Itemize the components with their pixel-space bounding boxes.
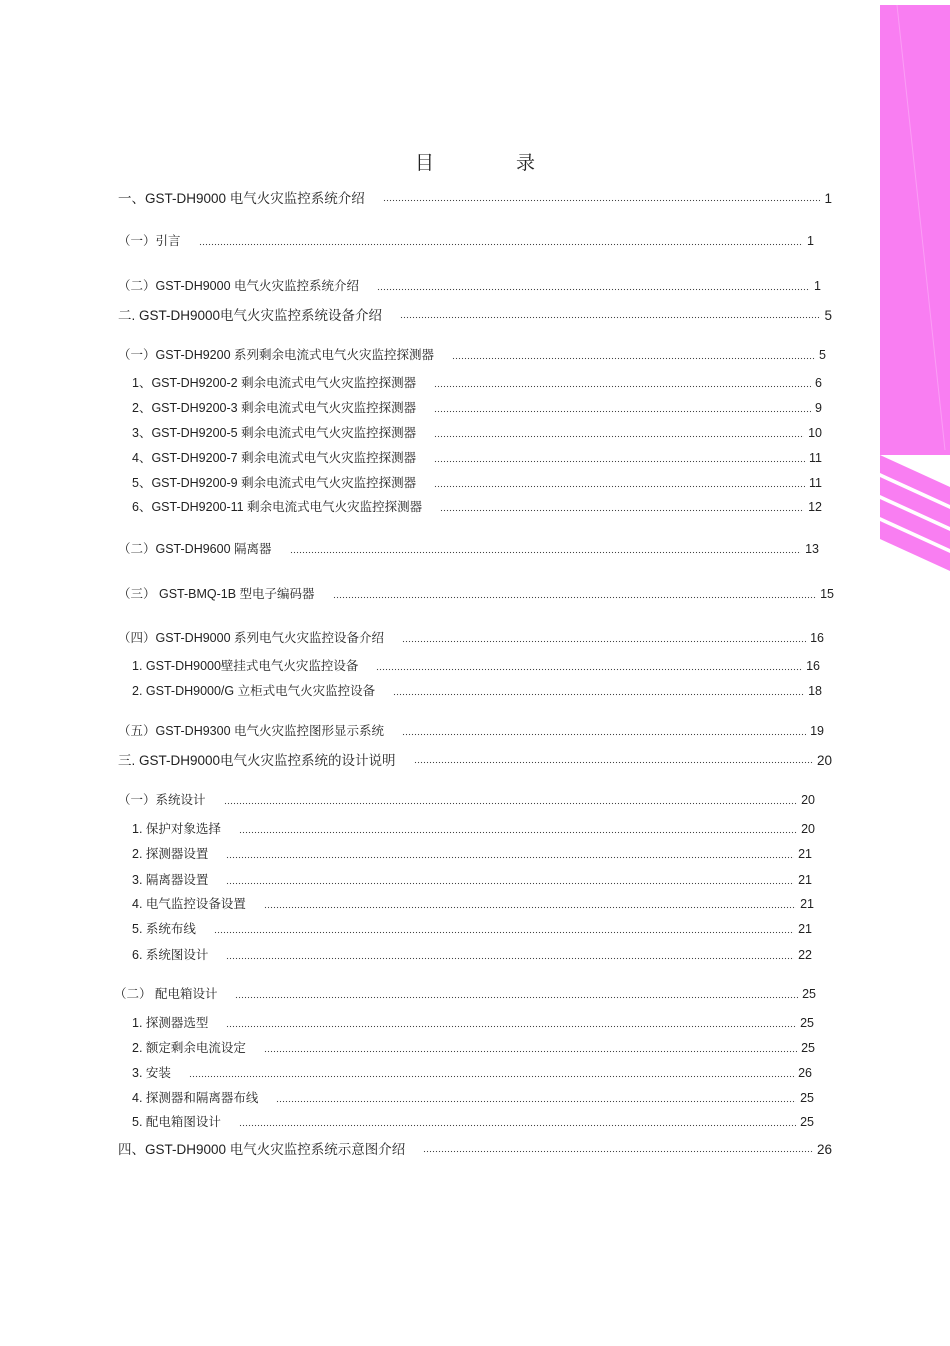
toc-entry-label: （一）引言 (118, 234, 181, 248)
toc-entry[interactable] (118, 790, 815, 808)
toc-entry-page: 22 (798, 948, 812, 962)
toc-entry-page: 1 (807, 234, 814, 248)
toc-entry-page: 20 (801, 822, 815, 836)
toc-entry-page: 21 (798, 873, 812, 887)
toc-entry[interactable] (118, 628, 824, 646)
toc-entry[interactable] (118, 304, 832, 322)
page-title: 目 录 (414, 152, 574, 174)
toc-entry-page: 21 (800, 897, 814, 911)
toc-entry-label: 一、GST-DH9000 电气火灾监控系统介绍 (118, 191, 365, 206)
toc-entry[interactable] (132, 870, 812, 888)
toc-entry[interactable] (132, 1038, 815, 1056)
toc-entry-label: 2. 额定剩余电流设定 (132, 1041, 246, 1055)
toc-entry-label: 4. 探测器和隔离器布线 (132, 1091, 259, 1105)
toc-entry-page: 25 (801, 1041, 815, 1055)
toc-entry-page: 16 (806, 659, 820, 673)
toc-entry-label: 4、GST-DH9200-7 剩余电流式电气火灾监控探测器 (132, 451, 417, 465)
toc-entry-page: 9 (815, 401, 822, 415)
toc-entry[interactable] (132, 398, 822, 416)
toc-entry-label: 2. GST-DH9000/G 立柜式电气火灾监控设备 (132, 684, 376, 698)
toc-entry[interactable] (132, 1112, 814, 1130)
toc-entry-page: 13 (805, 542, 819, 556)
toc-entry-label: 二. GST-DH9000电气火灾监控系统设备介绍 (118, 308, 383, 323)
toc-entry-page: 25 (800, 1091, 814, 1105)
toc-entry[interactable] (132, 448, 822, 466)
toc-entry-label: 2、GST-DH9200-3 剩余电流式电气火灾监控探测器 (132, 401, 417, 415)
toc-entry-label: （三） GST-BMQ-1B 型电子编码器 (118, 587, 315, 601)
toc-entry[interactable] (132, 819, 815, 837)
toc-entry[interactable] (118, 721, 824, 739)
toc-entry[interactable] (118, 749, 832, 767)
toc-entry[interactable] (118, 539, 819, 557)
toc-entry[interactable] (118, 231, 814, 249)
toc-entry-page: 5 (819, 348, 826, 362)
toc-entry-label: （二）GST-DH9000 电气火灾监控系统介绍 (118, 279, 360, 293)
toc-entry-page: 21 (798, 922, 812, 936)
toc-entry-label: 1. 保护对象选择 (132, 822, 221, 836)
toc-entry[interactable] (132, 373, 822, 391)
toc-entry-label: （四）GST-DH9000 系列电气火灾监控设备介绍 (118, 631, 385, 645)
toc-entry-label: 5. 系统布线 (132, 922, 196, 936)
toc-entry-page: 6 (815, 376, 822, 390)
toc-entry-label: 1、GST-DH9200-2 剩余电流式电气火灾监控探测器 (132, 376, 417, 390)
toc-entry[interactable] (132, 919, 812, 937)
toc-entry-page: 12 (808, 500, 822, 514)
toc-entry-page: 25 (802, 987, 816, 1001)
toc-entry[interactable] (118, 345, 826, 363)
toc-entry-page: 26 (798, 1066, 812, 1080)
toc-entry-page: 25 (800, 1115, 814, 1129)
pink-stripe-3 (880, 499, 950, 549)
toc-entry[interactable] (132, 844, 812, 862)
toc-entry-page: 11 (809, 476, 822, 490)
toc-entry[interactable] (132, 423, 822, 441)
toc-entry-label: 5. 配电箱图设计 (132, 1115, 221, 1129)
toc-entry-page: 16 (810, 631, 824, 645)
toc-entry-page: 1 (814, 279, 821, 293)
toc-entry[interactable] (118, 187, 832, 205)
toc-entry-label: 5、GST-DH9200-9 剩余电流式电气火灾监控探测器 (132, 476, 417, 490)
toc-entry-label: 3、GST-DH9200-5 剩余电流式电气火灾监控探测器 (132, 426, 417, 440)
toc-entry-page: 1 (824, 191, 832, 206)
toc-entry-page: 20 (816, 753, 832, 768)
pink-band-highlight (897, 5, 945, 450)
toc-entry-page: 21 (798, 847, 812, 861)
toc-entry[interactable] (118, 1138, 832, 1156)
toc-entry[interactable] (132, 1063, 812, 1081)
toc-entry-label: （一）GST-DH9200 系列剩余电流式电气火灾监控探测器 (118, 348, 435, 362)
toc-entry[interactable] (132, 497, 822, 515)
toc-entry[interactable] (114, 984, 816, 1002)
toc-entry-page: 26 (816, 1142, 832, 1157)
toc-entry[interactable] (132, 656, 820, 674)
toc-entry-label: （五）GST-DH9300 电气火灾监控图形显示系统 (118, 724, 385, 738)
toc-entry-label: 三. GST-DH9000电气火灾监控系统的设计说明 (118, 753, 396, 768)
toc-entry-page: 18 (808, 684, 822, 698)
toc-entry-label: 2. 探测器设置 (132, 847, 209, 861)
toc-entry[interactable] (118, 584, 834, 602)
toc-entry[interactable] (132, 473, 822, 491)
pink-stripe-2 (880, 477, 950, 527)
toc-entry-page: 25 (800, 1016, 814, 1030)
toc-entry-label: 1. 探测器选型 (132, 1016, 209, 1030)
toc-entry-page: 20 (801, 793, 815, 807)
toc-entry-label: 1. GST-DH9000壁挂式电气火灾监控设备 (132, 659, 359, 673)
toc-entry-label: 3. 隔离器设置 (132, 873, 209, 887)
pink-side-band (880, 5, 950, 455)
toc-entry-page: 19 (810, 724, 824, 738)
toc-entry[interactable] (132, 894, 814, 912)
pink-stripe-1 (880, 455, 950, 505)
toc-entry-label: 3. 安装 (132, 1066, 171, 1080)
toc-entry[interactable] (132, 1088, 814, 1106)
toc-entry[interactable] (132, 1013, 814, 1031)
toc-entry-label: 四、GST-DH9000 电气火灾监控系统示意图介绍 (118, 1142, 406, 1157)
toc-entry-label: 4. 电气监控设备设置 (132, 897, 246, 911)
pink-stripe-4 (880, 521, 950, 571)
toc-entry-label: （一）系统设计 (118, 793, 206, 807)
toc-entry[interactable] (132, 945, 812, 963)
toc-entry-page: 11 (809, 451, 822, 465)
toc-entry-page: 10 (808, 426, 822, 440)
toc-entry[interactable] (118, 276, 821, 294)
toc-entry-page: 5 (824, 308, 832, 323)
toc-entry-label: 6、GST-DH9200-11 剩余电流式电气火灾监控探测器 (132, 500, 423, 514)
toc-entry-label: 6. 系统图设计 (132, 948, 209, 962)
toc-entry-label: （二） 配电箱设计 (114, 987, 218, 1001)
toc-entry[interactable] (132, 681, 822, 699)
toc-entry-label: （二）GST-DH9600 隔离器 (118, 542, 272, 556)
toc-entry-page: 15 (820, 587, 834, 601)
